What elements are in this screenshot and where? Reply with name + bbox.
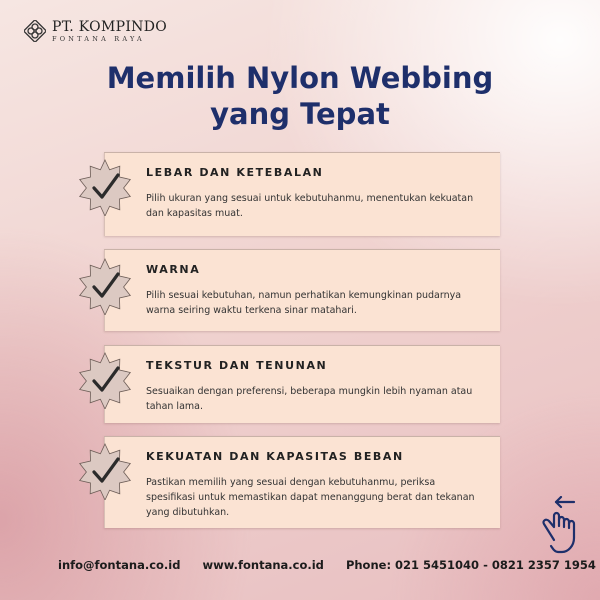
brand-logo	[24, 20, 167, 43]
footer-website: www.fontana.co.id	[202, 558, 324, 572]
tip-text: Pilih ukuran yang sesuai untuk kebutuhanmu, menentukan kekuatan dan kapasitas muat.	[146, 193, 474, 219]
tip-heading: WARNA	[146, 263, 201, 276]
footer-email: info@fontana.co.id	[58, 558, 181, 572]
tip-text: Sesuaikan dengan preferensi, beberapa mungkin lebih nyaman atau tahan lama.	[146, 386, 473, 412]
brand-name: PT. KOMPINDO	[52, 19, 167, 35]
check-badge-icon	[76, 351, 134, 409]
tip-heading: KEKUATAN DAN KAPASITAS BEBAN	[146, 450, 404, 463]
tip-text: Pilih sesuai kebutuhan, namun perhatikan kemungkinan pudarnya warna seiring waktu terkena sinar matahari.	[146, 290, 462, 316]
swipe-hand-icon	[536, 496, 586, 556]
logo-mark-icon	[24, 20, 46, 42]
tip-heading: TEKSTUR DAN TENUNAN	[146, 359, 328, 372]
tip-card-color	[104, 249, 500, 331]
check-badge-icon	[76, 442, 134, 500]
tip-card-width	[104, 152, 500, 236]
check-badge-icon	[76, 257, 134, 315]
page-title	[0, 60, 600, 132]
title-line-1: Memilih Nylon Webbing	[106, 61, 494, 95]
footer-phone: Phone: 021 5451040 - 0821 2357 1954	[345, 558, 596, 572]
check-badge-icon	[76, 158, 134, 216]
tip-text: Pastikan memilih yang sesuai dengan kebutuhanmu, periksa spesifikasi untuk memastikan dapat menanggung berat dan tekanan yang dibutuhkan.	[146, 477, 475, 518]
brand-subtitle: FONTANA RAYA	[52, 35, 145, 43]
tip-card-texture	[104, 345, 500, 423]
tip-card-strength	[104, 436, 500, 528]
title-line-2: yang Tepat	[210, 97, 390, 131]
tip-heading: LEBAR DAN KETEBALAN	[146, 166, 324, 179]
contact-footer	[58, 558, 600, 572]
